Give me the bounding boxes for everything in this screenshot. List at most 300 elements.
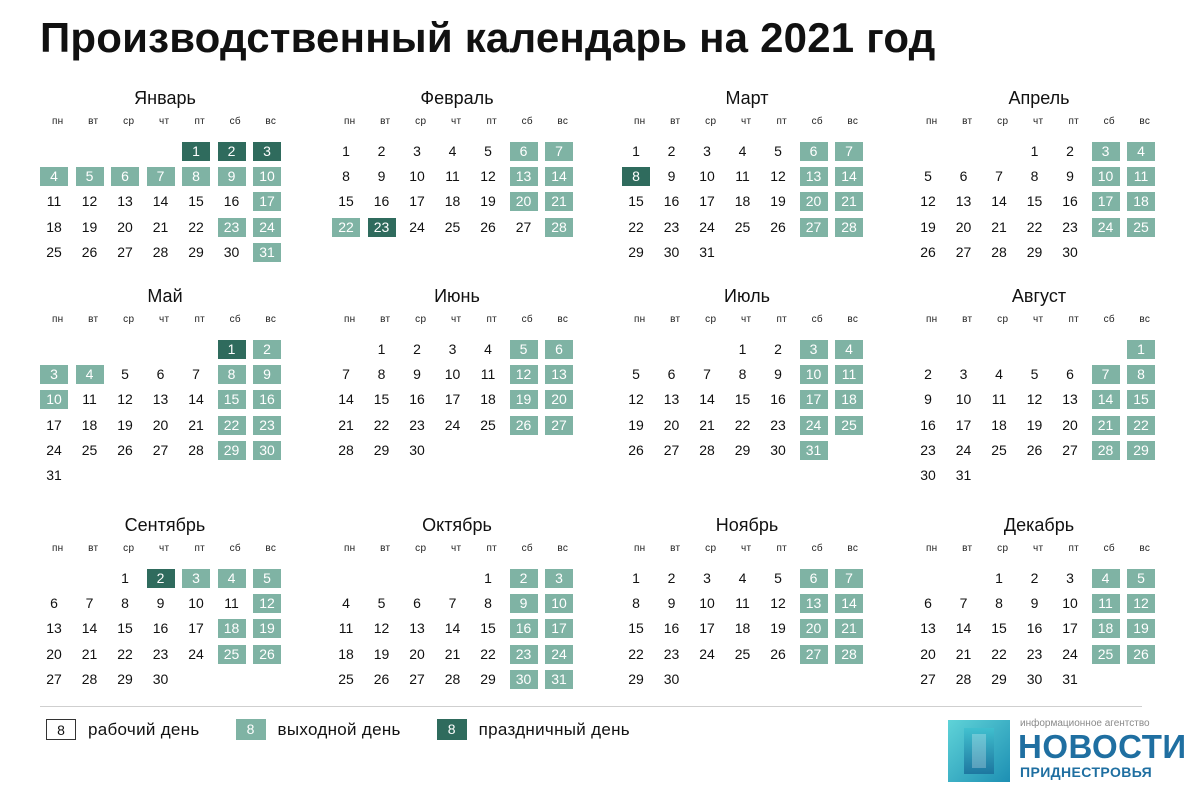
- day-cell: 14: [81, 620, 98, 637]
- week-row: [622, 416, 872, 435]
- day-cell: 15: [1127, 390, 1155, 409]
- weekday-label: пн: [925, 543, 938, 554]
- month-block: [332, 88, 582, 303]
- empty-day-cell: [985, 340, 1013, 359]
- day-cell: 16: [253, 390, 281, 409]
- weekday-label: пт: [194, 314, 206, 325]
- day-cell: 15: [1026, 193, 1043, 210]
- legend: [46, 719, 666, 740]
- week-row: [332, 365, 582, 384]
- weekday-label: ср: [415, 116, 427, 127]
- weekday-header: [622, 543, 872, 557]
- day-cell: 25: [81, 441, 98, 458]
- day-cell: 25: [1127, 218, 1155, 237]
- weekday-label: пн: [633, 543, 646, 554]
- empty-day-cell: [764, 670, 792, 689]
- weekday-label: пт: [1068, 116, 1080, 127]
- empty-day-cell: [218, 670, 246, 689]
- day-cell: 28: [1092, 441, 1120, 460]
- empty-day-cell: [111, 142, 139, 161]
- day-cell: 2: [774, 341, 782, 357]
- day-cell: 8: [218, 365, 246, 384]
- day-cell: 23: [218, 218, 246, 237]
- day-cell: 12: [81, 193, 98, 210]
- day-cell: 17: [545, 619, 573, 638]
- day-cell: 29: [373, 441, 390, 458]
- weekday-label: чт: [1033, 116, 1044, 127]
- day-cell: 30: [510, 670, 538, 689]
- day-cell: 11: [1092, 594, 1120, 613]
- month-block: [40, 286, 290, 501]
- day-cell: 15: [628, 620, 644, 637]
- weekday-label: ср: [415, 314, 427, 325]
- day-cell: 2: [218, 142, 246, 161]
- weekday-label: ср: [705, 116, 717, 127]
- week-row: [622, 142, 872, 161]
- month-name: Июль: [724, 286, 770, 306]
- month-name: Январь: [134, 88, 196, 108]
- empty-day-cell: [729, 670, 757, 689]
- day-cell: 1: [218, 340, 246, 359]
- empty-day-cell: [40, 142, 68, 161]
- day-cell: 31: [46, 467, 62, 483]
- day-cell: 19: [480, 193, 496, 210]
- week-row: [914, 569, 1164, 588]
- day-cell: 2: [1066, 143, 1074, 159]
- weekday-label: пн: [633, 314, 646, 325]
- day-cell: 10: [253, 167, 281, 186]
- day-cell: 1: [484, 570, 492, 586]
- day-cell: 19: [1026, 416, 1043, 433]
- day-cell: 28: [991, 243, 1007, 260]
- day-cell: 6: [545, 340, 573, 359]
- day-cell: 1: [342, 143, 350, 159]
- day-cell: 2: [1030, 570, 1039, 586]
- day-cell: 12: [1127, 594, 1155, 613]
- day-cell: 22: [188, 218, 204, 235]
- day-cell: 9: [1066, 168, 1074, 185]
- day-cell: 16: [770, 391, 786, 408]
- week-row: [914, 645, 1164, 664]
- legend-item-holiday: [437, 719, 630, 740]
- weekday-label: вт: [962, 543, 973, 554]
- week-row: [40, 594, 290, 613]
- day-cell: 3: [253, 142, 281, 161]
- week-row: [40, 670, 290, 689]
- week-row: [622, 619, 872, 638]
- weekday-label: сб: [521, 116, 533, 127]
- day-cell: 11: [46, 193, 62, 210]
- weekday-label: вт: [380, 314, 391, 325]
- day-cell: 8: [182, 167, 210, 186]
- weekday-label: пт: [1068, 543, 1080, 554]
- day-cell: 25: [991, 441, 1007, 458]
- day-cell: 8: [995, 595, 1003, 612]
- day-cell: 14: [338, 391, 354, 408]
- day-cell: 14: [699, 391, 715, 408]
- weekday-label: ср: [415, 543, 427, 554]
- empty-day-cell: [1127, 670, 1155, 689]
- week-row: [40, 466, 290, 485]
- weekday-label: чт: [159, 314, 170, 325]
- day-cell: 5: [253, 569, 281, 588]
- day-cell: 9: [510, 594, 538, 613]
- week-row: [332, 390, 582, 409]
- day-cell: 27: [515, 218, 532, 235]
- weekday-label: ср: [123, 116, 135, 127]
- empty-day-cell: [1092, 340, 1120, 359]
- day-cell: 14: [835, 594, 863, 613]
- day-cell: 3: [703, 143, 711, 159]
- day-cell: 23: [409, 416, 425, 433]
- legend-swatch-weekend: 8: [236, 719, 266, 740]
- day-cell: 28: [444, 670, 461, 687]
- day-cell: 3: [800, 340, 828, 359]
- day-cell: 17: [800, 390, 828, 409]
- weekday-label: сб: [521, 314, 533, 325]
- weekday-label: сб: [811, 116, 823, 127]
- empty-day-cell: [914, 142, 942, 161]
- weekday-label: вс: [557, 116, 569, 127]
- day-cell: 1: [182, 142, 210, 161]
- weekday-label: пн: [343, 314, 356, 325]
- empty-day-cell: [1056, 340, 1084, 359]
- day-cell: 16: [409, 391, 425, 408]
- weekday-header: [332, 543, 582, 557]
- day-cell: 24: [800, 416, 828, 435]
- day-cell: 7: [448, 595, 457, 612]
- day-cell: 20: [1062, 416, 1078, 433]
- day-cell: 14: [991, 193, 1007, 210]
- day-cell: 1: [121, 570, 129, 586]
- empty-day-cell: [835, 441, 863, 460]
- day-cell: 20: [920, 645, 936, 662]
- empty-day-cell: [914, 340, 942, 359]
- week-row: [622, 390, 872, 409]
- empty-day-cell: [914, 569, 942, 588]
- day-cell: 24: [188, 645, 204, 662]
- day-cell: 8: [377, 366, 386, 383]
- month-block: [622, 88, 872, 303]
- weekday-label: чт: [741, 314, 752, 325]
- day-cell: 25: [338, 670, 354, 687]
- month-block: [914, 515, 1164, 730]
- day-cell: 24: [699, 218, 715, 235]
- day-cell: 23: [920, 441, 936, 458]
- day-cell: 18: [444, 193, 461, 210]
- weekday-label: вт: [670, 314, 681, 325]
- empty-day-cell: [729, 243, 757, 262]
- day-cell: 5: [774, 570, 782, 586]
- day-cell: 7: [995, 168, 1003, 185]
- day-cell: 8: [121, 595, 129, 612]
- day-cell: 29: [734, 441, 751, 458]
- empty-day-cell: [147, 142, 175, 161]
- legend-item-working: [46, 719, 200, 740]
- day-cell: 23: [510, 645, 538, 664]
- day-cell: 16: [373, 193, 390, 210]
- empty-day-cell: [1021, 340, 1049, 359]
- day-cell: 26: [1026, 441, 1043, 458]
- day-cell: 9: [774, 366, 782, 383]
- day-cell: 25: [480, 416, 496, 433]
- publisher-logo: [946, 718, 1187, 784]
- day-cell: 22: [734, 416, 751, 433]
- empty-day-cell: [800, 670, 828, 689]
- week-row: [622, 192, 872, 211]
- day-cell: 30: [1026, 670, 1043, 687]
- day-cell: 23: [152, 645, 169, 662]
- day-cell: 5: [121, 366, 129, 383]
- weekday-label: пт: [194, 543, 206, 554]
- weekday-header: [40, 116, 290, 130]
- empty-day-cell: [182, 466, 210, 485]
- day-cell: 6: [959, 168, 968, 185]
- day-cell: 23: [1062, 218, 1078, 235]
- empty-day-cell: [985, 466, 1013, 485]
- weekday-label: вт: [962, 314, 973, 325]
- day-cell: 27: [800, 645, 828, 664]
- day-cell: 10: [699, 595, 715, 612]
- day-cell: 24: [444, 416, 461, 433]
- day-cell: 8: [738, 366, 747, 383]
- weekday-label: вс: [1139, 314, 1151, 325]
- day-cell: 28: [338, 441, 354, 458]
- day-cell: 4: [1092, 569, 1120, 588]
- day-cell: 8: [1030, 168, 1039, 185]
- day-cell: 9: [218, 167, 246, 186]
- day-cell: 7: [835, 569, 863, 588]
- day-cell: 3: [413, 143, 421, 159]
- weekday-header: [332, 116, 582, 130]
- day-cell: 18: [734, 620, 751, 637]
- day-cell: 6: [924, 595, 932, 612]
- day-cell: 28: [152, 243, 169, 260]
- week-row: [40, 619, 290, 638]
- day-cell: 9: [1030, 595, 1039, 612]
- day-cell: 28: [835, 645, 863, 664]
- day-cell: 3: [703, 570, 711, 586]
- day-cell: 25: [835, 416, 863, 435]
- day-cell: 19: [920, 218, 936, 235]
- day-cell: 3: [1092, 142, 1120, 161]
- empty-day-cell: [835, 670, 863, 689]
- weekday-header: [332, 314, 582, 328]
- weekday-label: пт: [776, 116, 788, 127]
- day-cell: 24: [1092, 218, 1120, 237]
- day-cell: 24: [409, 218, 425, 235]
- day-cell: 21: [545, 192, 573, 211]
- day-cell: 20: [955, 218, 972, 235]
- day-cell: 14: [545, 167, 573, 186]
- day-cell: 29: [218, 441, 246, 460]
- week-row: [40, 142, 290, 161]
- weekday-label: сб: [811, 543, 823, 554]
- day-cell: 4: [76, 365, 104, 384]
- empty-day-cell: [40, 569, 68, 588]
- day-cell: 6: [800, 569, 828, 588]
- day-cell: 13: [800, 167, 828, 186]
- weekday-label: вс: [1139, 543, 1151, 554]
- day-cell: 5: [632, 366, 640, 383]
- weekday-label: ср: [123, 543, 135, 554]
- day-cell: 14: [835, 167, 863, 186]
- empty-day-cell: [332, 340, 360, 359]
- day-cell: 30: [223, 243, 240, 260]
- day-cell: 22: [218, 416, 246, 435]
- weekday-header: [40, 543, 290, 557]
- day-cell: 13: [920, 620, 936, 637]
- day-cell: 9: [667, 168, 676, 185]
- day-cell: 20: [663, 416, 680, 433]
- day-cell: 2: [377, 143, 386, 159]
- day-cell: 23: [368, 218, 396, 237]
- week-row: [622, 218, 872, 237]
- empty-day-cell: [764, 243, 792, 262]
- month-block: [914, 286, 1164, 501]
- day-cell: 29: [628, 670, 644, 687]
- weekday-header: [914, 543, 1164, 557]
- weekday-label: сб: [229, 116, 241, 127]
- empty-day-cell: [182, 670, 210, 689]
- day-cell: 4: [342, 595, 350, 612]
- week-row: [914, 594, 1164, 613]
- week-row: [40, 390, 290, 409]
- day-cell: 3: [182, 569, 210, 588]
- day-cell: 17: [955, 416, 972, 433]
- day-cell: 18: [46, 218, 62, 235]
- weekday-label: пт: [776, 314, 788, 325]
- day-cell: 4: [995, 366, 1003, 383]
- week-row: [332, 619, 582, 638]
- logo-main-text: НОВОСТИ: [1018, 728, 1187, 765]
- week-row: [332, 340, 582, 359]
- day-cell: 5: [377, 595, 386, 612]
- weekday-header: [40, 314, 290, 328]
- week-row: [332, 594, 582, 613]
- day-cell: 9: [667, 595, 676, 612]
- day-cell: 4: [835, 340, 863, 359]
- empty-day-cell: [1092, 243, 1120, 262]
- day-cell: 2: [924, 366, 932, 383]
- day-cell: 6: [50, 595, 58, 612]
- week-row: [622, 365, 872, 384]
- day-cell: 7: [147, 167, 175, 186]
- weekday-label: чт: [451, 543, 462, 554]
- weekday-label: чт: [159, 116, 170, 127]
- day-cell: 1: [1030, 143, 1039, 159]
- day-cell: 4: [738, 143, 747, 159]
- day-cell: 16: [663, 193, 680, 210]
- day-cell: 22: [628, 645, 644, 662]
- day-cell: 28: [835, 218, 863, 237]
- weekday-label: сб: [229, 543, 241, 554]
- empty-day-cell: [403, 569, 431, 588]
- weekday-label: сб: [1103, 116, 1115, 127]
- day-cell: 27: [920, 670, 936, 687]
- day-cell: 21: [338, 416, 354, 433]
- weekday-label: ср: [997, 314, 1009, 325]
- week-row: [40, 167, 290, 186]
- week-row: [622, 569, 872, 588]
- day-cell: 5: [484, 143, 492, 159]
- weekday-label: пн: [925, 314, 938, 325]
- day-cell: 26: [628, 441, 644, 458]
- day-cell: 29: [188, 243, 204, 260]
- weekday-label: пт: [486, 116, 498, 127]
- month-block: [622, 515, 872, 730]
- day-cell: 27: [663, 441, 680, 458]
- day-cell: 1: [632, 143, 640, 159]
- legend-swatch-working: 8: [46, 719, 76, 740]
- day-cell: 18: [835, 390, 863, 409]
- week-row: [622, 243, 872, 262]
- day-cell: 18: [218, 619, 246, 638]
- weekday-label: вс: [265, 543, 277, 554]
- day-cell: 27: [955, 243, 972, 260]
- week-row: [914, 466, 1164, 485]
- day-cell: 10: [188, 595, 204, 612]
- day-cell: 5: [510, 340, 538, 359]
- day-cell: 13: [409, 620, 425, 637]
- day-cell: 27: [800, 218, 828, 237]
- day-cell: 10: [40, 390, 68, 409]
- weekday-label: вс: [557, 543, 569, 554]
- news-logo-icon: [948, 720, 1010, 782]
- day-cell: 7: [703, 366, 711, 383]
- week-row: [914, 192, 1164, 211]
- day-cell: 15: [734, 391, 751, 408]
- day-cell: 1: [995, 570, 1003, 586]
- day-cell: 17: [1092, 192, 1120, 211]
- day-cell: 14: [955, 620, 972, 637]
- week-row: [40, 441, 290, 460]
- day-cell: 28: [188, 441, 204, 458]
- day-cell: 29: [628, 243, 644, 260]
- day-cell: 21: [835, 192, 863, 211]
- day-cell: 23: [663, 218, 680, 235]
- weekday-label: вс: [1139, 116, 1151, 127]
- day-cell: 8: [632, 595, 640, 612]
- empty-day-cell: [76, 569, 104, 588]
- month-block: [332, 515, 582, 730]
- day-cell: 22: [991, 645, 1007, 662]
- weekday-label: чт: [451, 116, 462, 127]
- day-cell: 4: [448, 143, 457, 159]
- day-cell: 27: [152, 441, 169, 458]
- day-cell: 1: [632, 570, 640, 586]
- day-cell: 2: [253, 340, 281, 359]
- day-cell: 30: [253, 441, 281, 460]
- week-row: [40, 569, 290, 588]
- month-block: [914, 88, 1164, 303]
- day-cell: 27: [409, 670, 425, 687]
- day-cell: 5: [1127, 569, 1155, 588]
- day-cell: 11: [445, 168, 460, 185]
- week-row: [332, 218, 582, 237]
- day-cell: 8: [484, 595, 492, 612]
- weekday-label: пн: [925, 116, 938, 127]
- weekday-label: сб: [1103, 314, 1115, 325]
- week-row: [332, 192, 582, 211]
- day-cell: 15: [480, 620, 496, 637]
- day-cell: 16: [223, 193, 240, 210]
- day-cell: 24: [1062, 645, 1078, 662]
- day-cell: 17: [1062, 620, 1078, 637]
- legend-divider: [40, 706, 1142, 707]
- empty-day-cell: [800, 243, 828, 262]
- day-cell: 12: [510, 365, 538, 384]
